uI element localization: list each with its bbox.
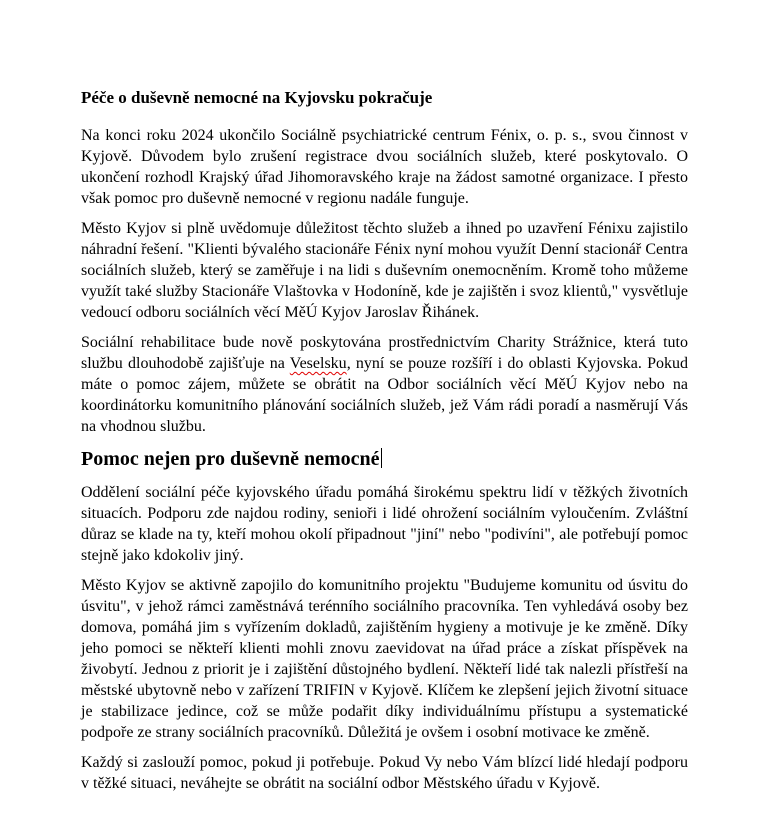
paragraph-fenix-closure[interactable]: Na konci roku 2024 ukončilo Sociálně psychiatrické centrum Fénix, o. p. s., svou činnost v Kyjově. Důvodem bylo zrušení registrace dvou sociálních služeb, které poskytovalo. O ukončení rozhodl Krajský úřad Jihomoravského kraje na žádost samotné organizace. I přesto však pomoc pro duševně nemocné v regionu nadále funguje. [81, 127, 688, 207]
paragraph-social-care-department[interactable]: Oddělení sociální péče kyjovského úřadu pomáhá širokému spektru lidí v těžkých životních situacích. Podporu zde najdou rodiny, senioři i lidé ohrožení sociálním vyloučením. Zvláštní důraz se klade na ty, kteří mohou okolí připadnout "jiní" nebo "podivíni", ale potřebují pomoc stejně jako kdokoliv jiný. [81, 484, 688, 564]
text-cursor [381, 448, 383, 468]
article-heading-help-for-all[interactable] [81, 446, 688, 472]
misspelled-word-spellcheck[interactable]: Veselsku [289, 355, 347, 372]
paragraph-closing-appeal[interactable]: Každý si zaslouží pomoc, pokud ji potřebuje. Pokud Vy nebo Vám blízcí lidé hledají podporu v těžké situaci, neváhejte se obrátit na sociální odbor Městského úřadu v Kyjově. [81, 754, 688, 792]
paragraph-social-rehabilitation[interactable] [81, 332, 688, 437]
paragraph-text-before-misspelling: Sociální rehabilitace bude nově poskytována prostřednictvím Charity Strážnice, která tuto službu dlouhodobě zajišťuje na [81, 334, 688, 372]
paragraph-city-replacement[interactable]: Město Kyjov si plně uvědomuje důležitost těchto služeb a ihned po uzavření Fénixu zajistilo náhradní řešení. "Klienti bývalého stacionáře Fénix nyní mohou využít Denní stacionář Centra sociálních služeb, který se zaměřuje i na lidi s duševním onemocněním. Kromě toho můžeme využít také služby Stacionáře Vlaštovka v Hodoníně, kde je zajištěn i svoz klientů," vysvětluje vedoucí odboru sociálních věcí MěÚ Kyjov Jaroslav Řihánek. [81, 220, 688, 321]
article-heading-help-for-all-text: Pomoc nejen pro duševně nemocné [81, 448, 380, 470]
paragraph-community-project[interactable]: Město Kyjov se aktivně zapojilo do komunitního projektu "Budujeme komunitu od úsvitu do úsvitu", v jehož rámci zaměstnává terénního sociálního pracovníka. Ten vyhledává osoby bez domova, pomáhá jim s vyřízením dokladů, zajištěním hygieny a motivuje je ke změně. Díky jeho pomoci se někteří klienti mohli znovu zaevidovat na úřad práce a získat příspěvek na živobytí. Jednou z priorit je i zajištění důstojného bydlení. Někteří lidé tak nalezli přístřeší na městské ubytovně nebo v zařízení TRIFIN v Kyjově. Klíčem ke zlepšení jejich životní situace je stabilizace jedince, což se může podařit díky individuálnímu přístupu a systematické podpoře ze strany sociálních pracovníků. Důležitá je ovšem i osobní motivace ke změně. [81, 577, 688, 741]
article-heading-care-continues[interactable]: Péče o duševně nemocné na Kyjovsku pokračuje [81, 88, 433, 107]
paragraph-text-after-misspelling: , nyní se pouze rozšíří i do oblasti Kyjovska. Pokud máte o pomoc zájem, můžete se obrátit na Odbor sociálních věcí MěÚ Kyjov nebo na koordinátorku komunitního plánování sociálních služeb, jež Vám rádi poradí a nasměrují Vás na vhodnou službu. [81, 355, 689, 435]
